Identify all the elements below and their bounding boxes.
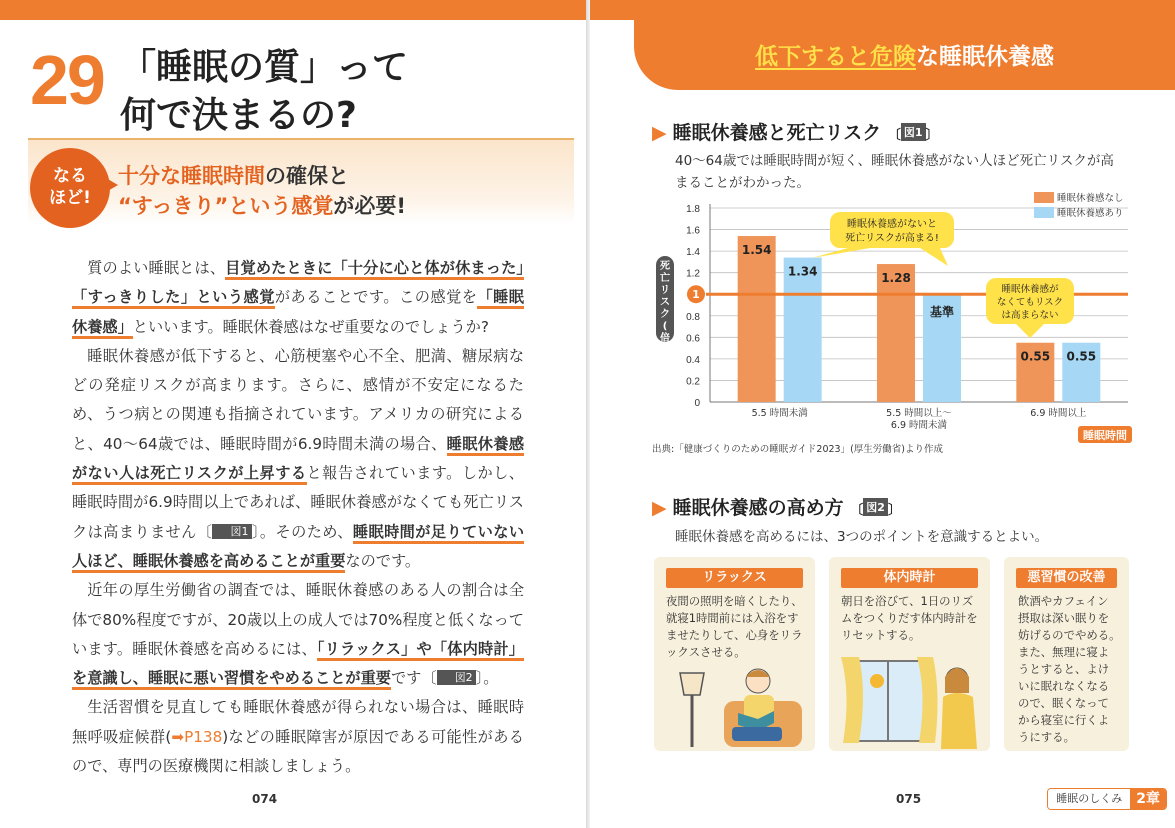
section-1-title [652,118,939,145]
tip-line: から寝室に行くよ [1018,713,1110,727]
bracket: 〕 [887,503,901,518]
tip-line: リセットする。 [841,628,921,642]
source-note: 出典:「健康づくりのための睡眠ガイド2023」(厚生労働省)より作成 [652,444,944,455]
highlight-text: 「睡眠休養感」 [72,288,524,338]
figure-ref: 図2 [863,498,888,516]
tip-line: ックスさせる。 [666,645,746,659]
tip-title: 悪習慣の改善 [1016,568,1117,588]
y-tick-label: 0.2 [686,376,700,388]
tip-line: うにする。 [1018,730,1075,744]
y-axis-label-char: 倍 [660,333,670,344]
key-point-highlight: 十分な睡眠時間 [118,164,265,188]
callout-text: 睡眠休養感がないと [847,219,937,230]
chapter-number: 29 [30,41,104,119]
header-title [634,38,1175,71]
chapter-num: 2章 [1130,789,1166,809]
body-text-span: 〕。 [475,669,499,688]
reading-person-illustration [662,661,807,749]
desc-line: 40〜64歳では睡眠時間が短く、睡眠休養感がない人ほど死亡リスクが高 [675,153,1114,169]
tip-card-body-clock [829,557,990,751]
bar-value-label: 1.54 [741,243,772,258]
figure-ref: 図2 [437,670,476,685]
desc-line: まることがわかった。 [675,175,810,191]
bracket: 〔 [887,128,901,143]
y-axis-label-char: ) [662,345,668,356]
page-title [120,44,408,140]
legend-label: 睡眠休養感あり [1057,208,1124,219]
tip-text [666,593,803,661]
page-number-right: 075 [896,792,922,806]
legend-label: 睡眠休養感なし [1057,193,1124,204]
figure-ref: 図1 [212,524,251,539]
header-rest: な睡眠休養感 [916,44,1054,70]
page-ref-link[interactable]: ➡P138 [171,727,223,746]
tip-card-relax [654,557,815,751]
body-text-span: 近年の厚生労働省の調査では、睡眠休養感のある人の割合は全体で80%程度ですが、20歳以上の成人では70%程度と低くなっています。睡眠休養感を高めるには、 [72,581,524,658]
y-axis-label-char: ( [662,321,668,332]
title-line-1: 「睡眠の質」って [120,47,409,88]
body-text-span: があることです。この感覚を [274,288,478,307]
tip-text [841,593,978,644]
y-tick-label: 0.8 [686,311,700,323]
header-highlight: 低下すると危険 [755,44,916,70]
legend-swatch [1034,207,1054,218]
body-text [72,254,524,781]
book-spine [586,0,590,828]
badge-line-2: ほど! [49,188,91,208]
bar-value-label: 0.55 [1020,349,1051,364]
page-number-left: 074 [252,792,278,806]
tip-line: ムをつくりだす体内時計を [841,611,978,625]
callout-text: 睡眠休養感が [1001,284,1059,295]
highlight-text: 睡眠休養感がない人は死亡リスクが上昇する [72,435,524,485]
body-paragraph [72,342,524,576]
highlight-text: 睡眠時間が足りていない人ほど、睡眠休養感を高めることが重要 [72,523,524,573]
tip-line: いに眠れなくなる [1018,679,1110,693]
key-point-text: が必要! [333,194,406,218]
badge-line-1: なる [53,166,87,186]
section-2-label: 睡眠休養感の高め方 [672,497,844,519]
body-paragraph [72,693,524,781]
legend-swatch [1034,192,1054,203]
callout-text: は高まらない [1001,310,1059,321]
key-point-text: の確保と [265,164,349,188]
body-text-span: )などの睡眠障害が原因である可能性があるので、専門の医療機関に相談しましょう。 [72,727,524,776]
reference-label: 1 [692,288,700,302]
tip-line: 飲酒やカフェイン [1018,594,1109,608]
tip-line: ので、眠くなって [1018,696,1109,710]
y-axis-label-char: ス [660,297,670,308]
y-tick-label: 1.8 [686,204,700,215]
callout-pointer [812,248,870,258]
body-paragraph [72,576,524,693]
title-line-2: 何で決まるの? [120,95,357,136]
y-tick-label: 0.4 [686,354,700,366]
triangle-icon: ▶ [652,122,667,144]
key-point-line-2 [118,190,406,220]
tip-line: 就寝1時間前には入浴をす [666,611,799,625]
y-axis-label-char: リ [660,285,670,296]
left-top-bar [0,0,586,20]
x-axis-label: 睡眠時間 [1083,429,1127,442]
section-1-label: 睡眠休養感と死亡リスク [672,122,882,144]
tip-text [1018,593,1121,746]
x-tick-label: 5.5 時間以上〜 [886,408,952,419]
body-text-span: と報告されています。しかし、睡眠時間が6.9時間以上であれば、睡眠休養感がなくても死亡リスクは高まりません〔 [72,464,524,541]
key-point-line-1 [118,160,349,190]
callout-text: なくてもリスク [996,297,1064,308]
body-text-span: です〔 [390,669,437,688]
tip-card-bad-habits [1004,557,1129,751]
section-2-desc: 睡眠休養感を高めるには、3つのポイントを意識するとよい。 [675,529,1049,545]
naruhodo-badge [30,148,110,228]
figure-ref: 図1 [901,123,926,141]
key-point-highlight: “すっきり”という感覚 [118,194,334,218]
right-top-strip [590,0,634,20]
tip-line: 妨げるのでやめる。 [1018,628,1121,642]
x-tick-label: 6.9 時間以上 [1030,408,1087,419]
body-text-span: 〕。そのため、 [251,522,353,541]
tip-line: また、無理に寝よ [1018,645,1110,659]
tip-line: ませたりして、心身をリラ [666,628,803,642]
body-text-span: 質のよい睡眠とは、 [87,259,226,277]
y-tick-label: 0 [694,398,700,409]
bar-value-label: 0.55 [1066,349,1097,364]
body-text-span: といいます。睡眠休養感はなぜ重要なのでしょうか? [132,317,489,336]
window-sunlight-illustration [837,653,982,749]
tip-line: 朝日を浴びて、1日のリズ [841,594,974,608]
y-axis-label-char: 死 [660,261,670,272]
y-axis-label-char: 亡 [660,273,670,284]
body-text-span: 生活習慣を見直しても睡眠休養感が得られない場合は、睡眠時無呼吸症候群( [72,698,524,746]
triangle-icon: ▶ [652,497,667,519]
bar-value-label: 基準 [929,305,955,320]
y-tick-label: 0.6 [686,333,700,345]
risk-bar-chart [644,188,1144,446]
chapter-label: 睡眠のしくみ [1048,789,1130,809]
tip-line: うとすると、よけ [1018,662,1110,676]
bar [784,258,822,402]
y-tick-label: 1.4 [686,247,700,259]
bar [738,236,776,402]
y-tick-label: 1.2 [686,268,700,280]
highlight-text: 目覚めたときに「十分に心と体が休まった」「すっきりした」という感覚 [72,259,524,309]
tip-title: リラックス [666,568,803,588]
bracket: 〕 [925,128,939,143]
callout-text: 死亡リスクが高まる! [845,233,939,244]
bracket: 〔 [850,503,864,518]
bar-value-label: 1.34 [787,264,818,279]
tip-title: 体内時計 [841,568,978,588]
highlight-text: 「リラックス」や「体内時計」を意識し、睡眠に悪い習慣をやめることが重要 [72,640,524,690]
bar-value-label: 1.28 [881,271,911,286]
y-axis-label-char: ク [660,309,670,320]
body-text-span: 睡眠休養感が低下すると、心筋梗塞や心不全、肥満、糖尿病などの発症リスクが高まります。さらに、感情が不安定になるため、うつ病との関連も指摘されています。アメリカの研究によると、40〜64歳では、睡眠時間が6.9時間未満の場合、 [72,346,524,453]
section-2-title [652,493,901,520]
body-text-span: なのです。 [345,551,421,570]
x-tick-label: 6.9 時間未満 [890,420,948,431]
callout-pointer [1016,324,1044,338]
x-tick-label: 5.5 時間未満 [751,408,808,419]
y-tick-label: 1.6 [686,225,700,237]
chapter-tab [1047,788,1167,810]
body-paragraph [72,254,524,342]
tip-line: 摂取は深い眠りを [1018,611,1110,625]
callout-pointer [920,248,948,266]
tip-line: 夜間の照明を暗くしたり、 [666,594,803,608]
